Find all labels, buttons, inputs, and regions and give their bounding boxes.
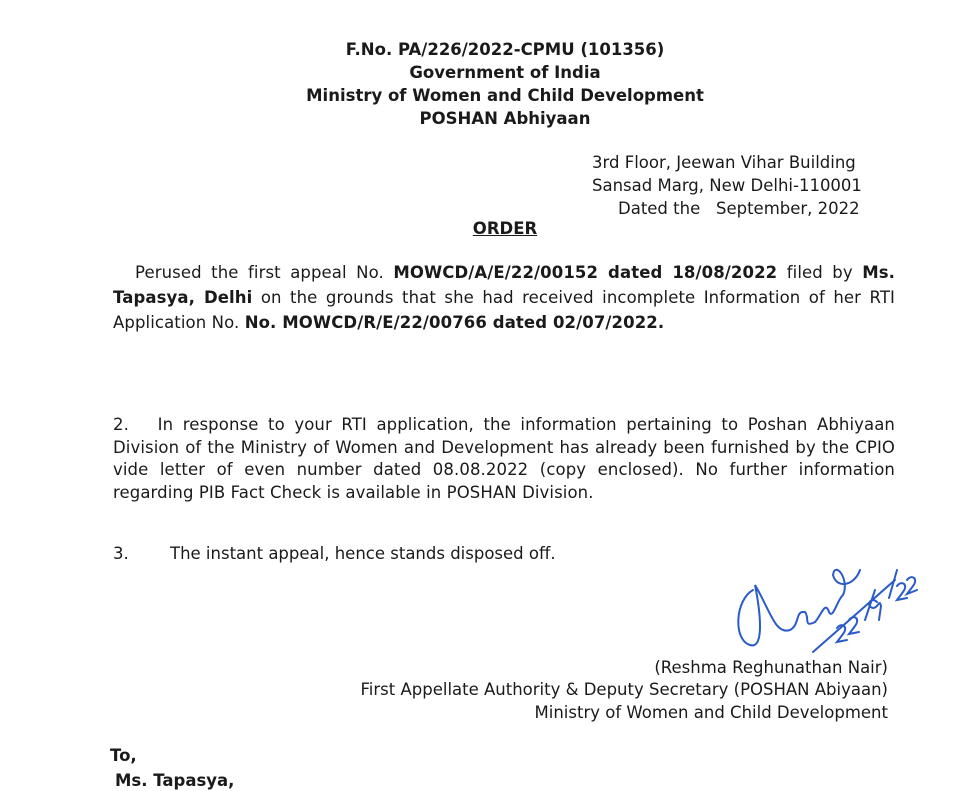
- division-heading: POSHAN Abhiyaan: [419, 109, 591, 128]
- text: on the grounds that she had received incomplete Information of her RTI Application No.: [113, 288, 895, 332]
- paragraph-1: [113, 260, 895, 335]
- recipient-to: To,: [110, 746, 137, 765]
- appeal-number: MOWCD/A/E/22/00152 dated 18/08/2022: [393, 263, 778, 282]
- signatory-designation: First Appellate Authority & Deputy Secretary (POSHAN Abiyaan): [360, 680, 888, 699]
- rti-application-number: No. MOWCD/R/E/22/00766 dated 02/07/2022.: [244, 313, 665, 332]
- text: In response to your RTI application, the information pertaining to Poshan Abhiyaan Division of the Ministry of Women and Development has already been furnished by the CPIO vide letter of even number dated 08.08.2022 (copy enclosed). No further information regarding PIB Fact Check is available in POSHAN Division.: [113, 415, 895, 502]
- appellant-name: Ms. Tapasya, Delhi: [113, 263, 896, 307]
- signatory-ministry: Ministry of Women and Child Development: [534, 703, 888, 722]
- address-line-1: 3rd Floor, Jeewan Vihar Building: [592, 153, 856, 172]
- order-title: ORDER: [472, 219, 538, 238]
- text: filed by: [777, 263, 863, 282]
- dated-line: Dated the September, 2022: [618, 199, 860, 218]
- government-heading: Government of India: [409, 63, 601, 82]
- file-number: F.No. PA/226/2022-CPMU (101356): [345, 40, 665, 59]
- text: Perused the first appeal No.: [135, 263, 394, 282]
- paragraph-number: 2.: [113, 415, 129, 434]
- paragraph-3-number: 3.: [113, 544, 129, 563]
- address-line-2: Sansad Marg, New Delhi-110001: [592, 176, 862, 195]
- paragraph-3: The instant appeal, hence stands disposed off.: [170, 544, 556, 563]
- signature-image: [725, 540, 925, 660]
- ministry-heading: Ministry of Women and Child Development: [306, 86, 704, 105]
- signatory-name: (Reshma Reghunathan Nair): [654, 658, 888, 677]
- recipient-name: Ms. Tapasya,: [115, 771, 235, 790]
- paragraph-2: [113, 414, 895, 504]
